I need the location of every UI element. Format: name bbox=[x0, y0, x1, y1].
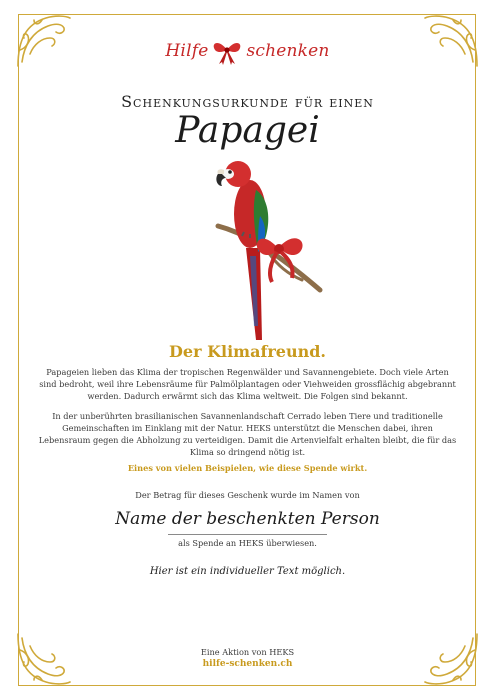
campaign-line: Eine Aktion von HEKS bbox=[200, 647, 295, 657]
gift-bow-icon bbox=[210, 36, 244, 66]
example-note: Eines von vielen Beispielen, wie diese Spende wirkt. bbox=[127, 463, 368, 473]
brand-logo bbox=[0, 36, 495, 66]
logo-word-left: Hilfe bbox=[165, 41, 209, 61]
website-link[interactable]: hilfe-schenken.ch bbox=[202, 659, 293, 669]
transfer-line: als Spende an HEKS überwiesen. bbox=[178, 538, 317, 548]
recipient-underline bbox=[168, 534, 327, 535]
body-paragraph-1: Papageien lieben das Klima der tropischen Regenwälder und Savannengebiete. Doch viele Arten sind bedroht, weil ihre Lebensräume für Palmölplantagen oder Viehweiden grossflächig abgebrannt werden. Dadurch erwärmt sich das Klima weltweit. Die Folgen sind bekannt. bbox=[39, 367, 456, 401]
recipient-name: Name der beschenkten Person bbox=[115, 509, 380, 529]
logo-word-right: schenken bbox=[246, 41, 330, 61]
animal-name: Papagei bbox=[175, 110, 320, 151]
certificate-title: Schenkungsurkunde für einen bbox=[121, 92, 374, 111]
certificate-subtitle: Der Klimafreund. bbox=[169, 342, 326, 361]
parrot-illustration bbox=[198, 156, 326, 342]
body-paragraph-2: In der unberührten brasilianischen Savannenlandschaft Cerrado leben Tiere und traditionelle Gemeinschaften im Einklang mit der Natur. HEKS unterstützt die Menschen dabei, ihren Lebensraum gegen die Abholzung zu verteidigen. Damit die Artenvielfalt erhalten bleibt, die für das Klima so dringend nötig ist. bbox=[38, 411, 457, 457]
gift-line: Der Betrag für dieses Geschenk wurde im Namen von bbox=[135, 490, 360, 500]
custom-message: Hier ist ein individueller Text möglich. bbox=[149, 566, 346, 577]
